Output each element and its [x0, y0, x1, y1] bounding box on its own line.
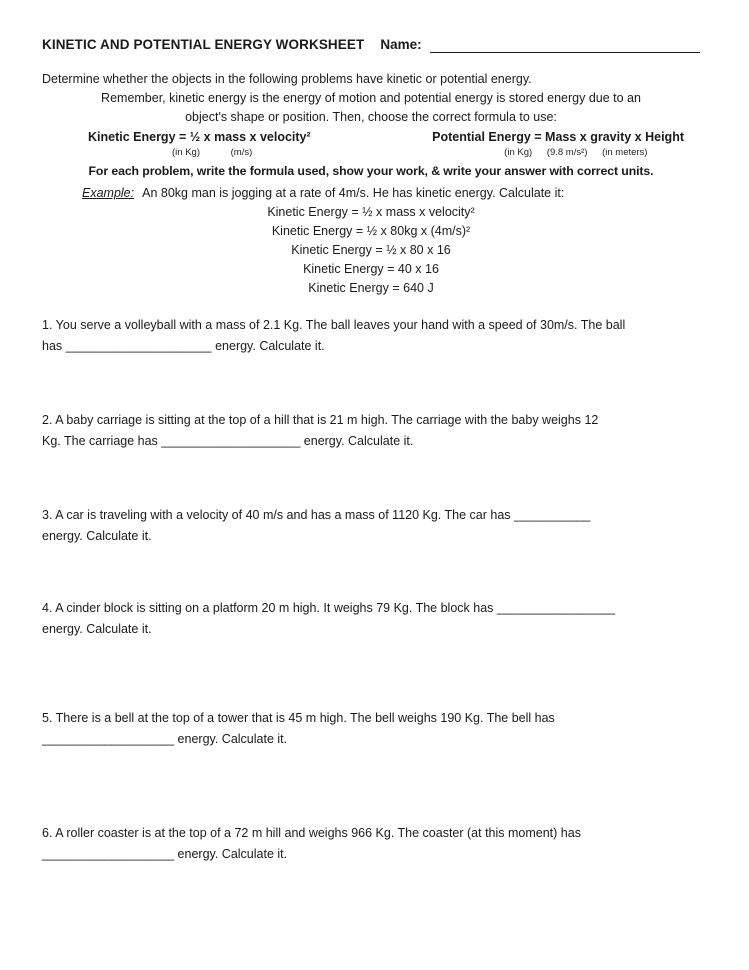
kinetic-unit-velocity: (m/s)	[230, 147, 253, 158]
example-step-2: Kinetic Energy = ½ x 80kg x (4m/s)²	[271, 224, 471, 238]
header	[42, 34, 700, 56]
example-label: Example:	[82, 186, 135, 200]
potential-unit-gravity: (9.8 m/s²)	[546, 147, 588, 158]
problem-1-line-2: has _____________________ energy. Calculate it.	[42, 339, 325, 353]
problem-6-line-2: ___________________ energy. Calculate it.	[42, 847, 288, 861]
example-step-3: Kinetic Energy = ½ x 80 x 16	[291, 243, 451, 257]
example-worked-steps	[42, 203, 700, 298]
intro-line-3: object's shape or position. Then, choose the correct formula to use:	[185, 110, 557, 124]
potential-units	[432, 146, 684, 159]
instruction-line: For each problem, write the formula used, show your work, & write your answer with correct units.	[88, 164, 654, 178]
potential-equation: Potential Energy = Mass x gravity x Height	[432, 130, 684, 144]
example-step-5: Kinetic Energy = 640 J	[308, 281, 434, 295]
problem-2-line-1: 2. A baby carriage is sitting at the top of a hill that is 21 m high. The carriage with the baby weighs 12	[42, 413, 599, 427]
problem-2-line-2: Kg. The carriage has ____________________ energy. Calculate it.	[42, 434, 414, 448]
problem-5-line-1: 5. There is a bell at the top of a tower that is 45 m high. The bell weighs 190 Kg. The bell has	[42, 711, 555, 725]
kinetic-units	[88, 146, 311, 159]
problem-5	[42, 708, 700, 750]
kinetic-energy-formula	[88, 129, 311, 159]
problem-6-line-1: 6. A roller coaster is at the top of a 72 m hill and weighs 966 Kg. The coaster (at this moment) has	[42, 826, 581, 840]
problem-4-line-2: energy. Calculate it.	[42, 622, 152, 636]
name-label: Name:	[380, 37, 422, 52]
problem-2	[42, 410, 700, 452]
example-prompt-line	[82, 184, 700, 203]
problem-5-line-2: ___________________ energy. Calculate it.	[42, 732, 288, 746]
example-step-4: Kinetic Energy = 40 x 16	[303, 262, 439, 276]
formula-reference-row	[42, 129, 700, 159]
intro-paragraph	[42, 70, 700, 127]
page-title: KINETIC AND POTENTIAL ENERGY WORKSHEET	[42, 37, 365, 52]
intro-line-1: Determine whether the objects in the following problems have kinetic or potential energy.	[42, 72, 532, 86]
name-blank-line	[430, 40, 700, 53]
kinetic-equation: Kinetic Energy = ½ x mass x velocity²	[88, 130, 311, 144]
problem-1-line-1: 1. You serve a volleyball with a mass of 2.1 Kg. The ball leaves your hand with a speed of 30m/s. The ball	[42, 318, 626, 332]
problem-1	[42, 315, 700, 357]
potential-energy-formula	[432, 129, 684, 159]
problem-4-line-1: 4. A cinder block is sitting on a platform 20 m high. It weighs 79 Kg. The block has _________________	[42, 601, 616, 615]
problem-3-line-1: 3. A car is traveling with a velocity of 40 m/s and has a mass of 1120 Kg. The car has ___________	[42, 508, 591, 522]
problem-3	[42, 505, 700, 547]
example-step-1: Kinetic Energy = ½ x mass x velocity²	[267, 205, 475, 219]
intro-line-2: Remember, kinetic energy is the energy of motion and potential energy is stored energy due to an	[101, 91, 641, 105]
example-prompt: An 80kg man is jogging at a rate of 4m/s. He has kinetic energy. Calculate it:	[142, 186, 565, 200]
problem-6	[42, 823, 700, 865]
kinetic-unit-mass: (in Kg)	[172, 147, 200, 158]
potential-unit-mass: (in Kg)	[504, 147, 533, 158]
problem-3-line-2: energy. Calculate it.	[42, 529, 152, 543]
problem-4	[42, 598, 700, 640]
potential-unit-height: (in meters)	[602, 147, 648, 158]
